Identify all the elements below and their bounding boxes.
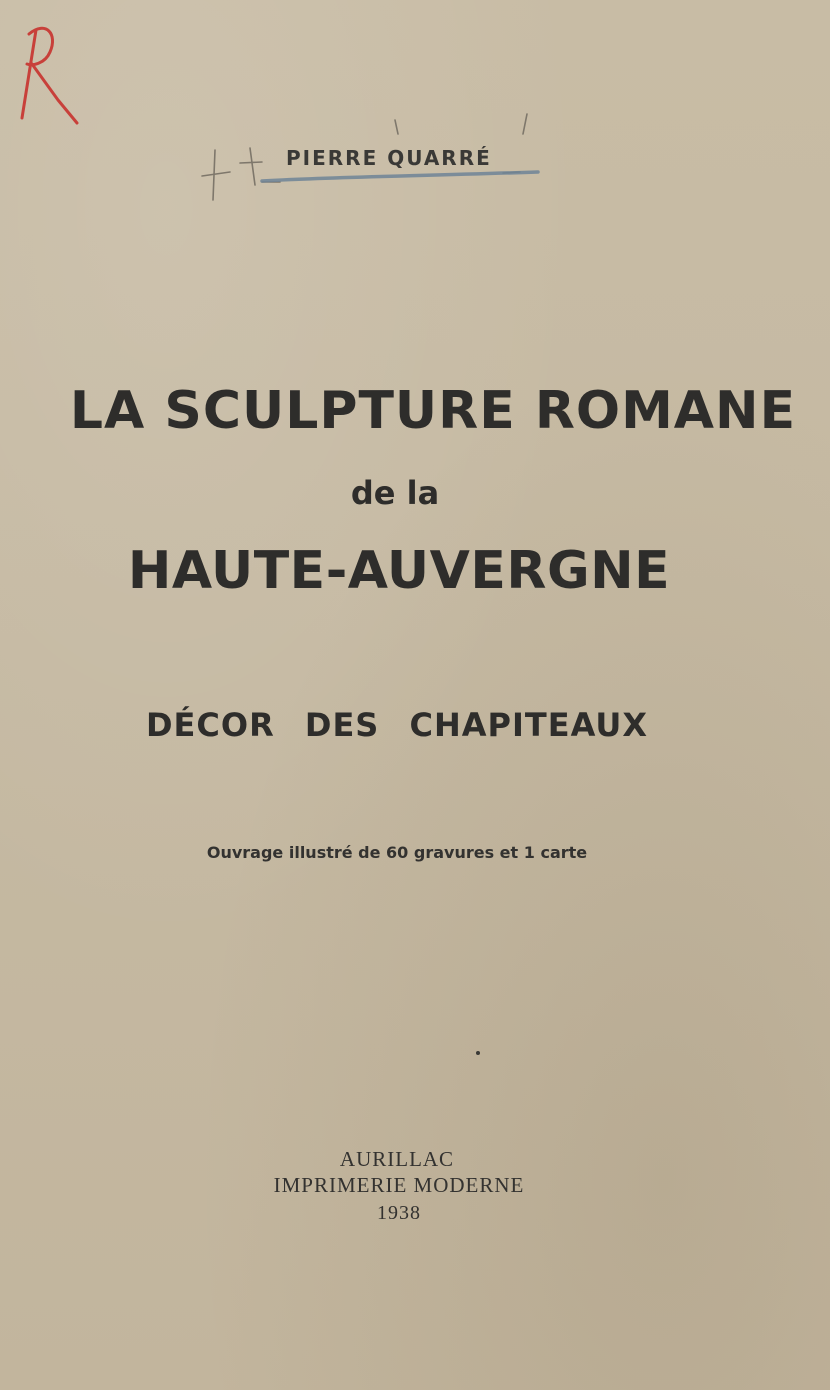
title-line-2: de la bbox=[350, 474, 440, 512]
imprint-place: AURILLAC bbox=[339, 1147, 455, 1171]
title-line-3: HAUTE-AUVERGNE bbox=[127, 541, 671, 601]
blue-pencil-underline bbox=[262, 172, 538, 181]
illustration-note: Ouvrage illustré de 60 gravures et 1 carte bbox=[206, 843, 588, 862]
imprint-year: 1938 bbox=[377, 1202, 421, 1224]
subtitle: DÉCOR DES CHAPITEAUX bbox=[145, 706, 648, 744]
ink-speck bbox=[476, 1051, 480, 1055]
red-pencil-mark bbox=[22, 28, 77, 123]
author-name: PIERRE QUARRÉ bbox=[286, 146, 492, 170]
title-line-1: LA SCULPTURE ROMANE bbox=[69, 381, 797, 441]
imprint-printer: IMPRIMERIE MODERNE bbox=[273, 1173, 525, 1197]
